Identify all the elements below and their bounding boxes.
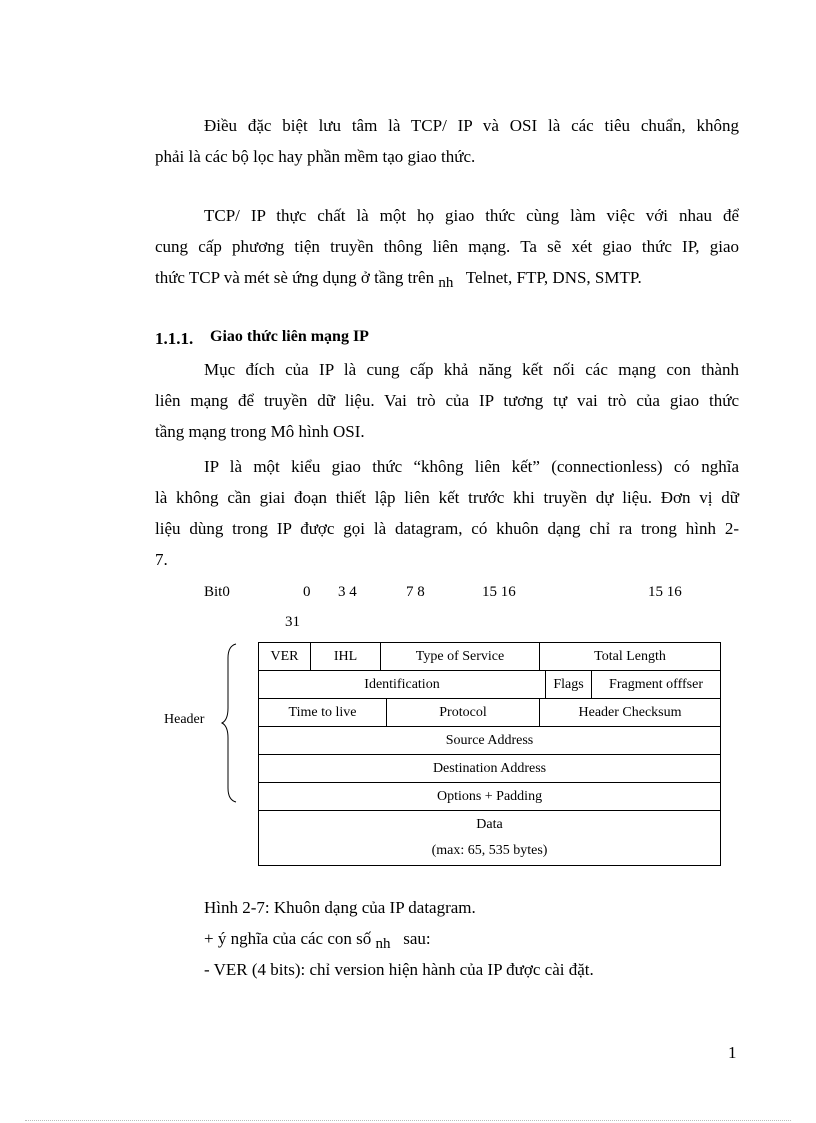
table-row: [259, 783, 721, 811]
bit-label: 15 16: [482, 584, 516, 600]
flags-cell: Flags: [546, 671, 592, 699]
brace-icon: [220, 642, 240, 804]
ip-datagram-table: [258, 642, 721, 866]
text-line: liên mạng để truyền dữ liệu. Vai trò của IP tương tự vai trò của giao thức: [155, 391, 739, 410]
protocol-cell: Protocol: [387, 699, 540, 727]
table-row: [259, 755, 721, 783]
text-line: Mục đích của IP là cung cấp khả năng kết nối các mạng con thành: [204, 360, 739, 379]
table-row: [259, 671, 721, 699]
bit-label: 15 16: [648, 584, 682, 600]
text-line: TCP/ IP thực chất là một họ giao thức cùng làm việc với nhau để: [204, 206, 739, 225]
text-line: Điều đặc biệt lưu tâm là TCP/ IP và OSI là các tiêu chuẩn, không: [204, 116, 739, 135]
section-number: 1.1.1.: [155, 329, 194, 348]
meaning-line: [204, 929, 431, 952]
paragraph-1: [155, 110, 739, 172]
bit-label: 7 8: [406, 584, 425, 600]
data-label: Data: [476, 817, 503, 832]
figure-caption: Hình 2-7: Khuôn dạng của IP datagram.: [204, 898, 476, 917]
paragraph-3: [155, 354, 739, 447]
section-title: Giao thức liên mạng IP: [210, 328, 369, 345]
bit-label: 3 4: [338, 584, 357, 600]
page-number: 1: [728, 1043, 737, 1062]
paragraph-4: [155, 451, 739, 575]
subscript-text: nh: [438, 275, 454, 291]
text-line: cung cấp phương tiện truyền thông liên mạng. Ta sẽ xét giao thức IP, giao: [155, 237, 739, 256]
total-length-cell: Total Length: [540, 643, 721, 671]
text-line: tầng mạng trong Mô hình OSI.: [155, 422, 365, 441]
subscript-text: nh: [375, 936, 391, 952]
bit-label: 0: [303, 584, 311, 600]
ttl-cell: Time to live: [259, 699, 387, 727]
page-bottom-divider: [25, 1120, 791, 1121]
paragraph-2: [155, 200, 739, 295]
text-line: IP là một kiểu giao thức “không liên kết” (connectionless) có nghĩa: [204, 457, 739, 476]
data-max-label: (max: 65, 535 bytes): [431, 843, 548, 858]
identification-cell: Identification: [259, 671, 546, 699]
ver-cell: VER: [259, 643, 311, 671]
text-line: phải là các bộ lọc hay phần mềm tạo giao thức.: [155, 147, 476, 166]
text-segment: sau:: [403, 929, 431, 948]
table-row: [259, 699, 721, 727]
header-label: Header: [164, 712, 205, 727]
ver-description: - VER (4 bits): chỉ version hiện hành của IP được cài đặt.: [204, 960, 594, 979]
fragment-offset-cell: Fragment offfser: [592, 671, 721, 699]
text-line: [155, 262, 739, 295]
text-line: liệu dùng trong IP được gọi là datagram, có khuôn dạng chỉ ra trong hình 2-: [155, 519, 739, 538]
table-row: [259, 811, 721, 866]
text-segment: Telnet, FTP, DNS, SMTP.: [465, 268, 642, 287]
text-segment: + ý nghĩa của các con số: [204, 929, 372, 948]
table-row: [259, 727, 721, 755]
text-line: 7.: [155, 550, 168, 569]
source-address-cell: Source Address: [259, 727, 721, 755]
text-line: là không cần giai đoạn thiết lập liên kết trước khi truyền dự liệu. Đơn vị dữ: [155, 488, 739, 507]
destination-address-cell: Destination Address: [259, 755, 721, 783]
header-checksum-cell: Header Checksum: [540, 699, 721, 727]
table-row: [259, 643, 721, 671]
bit-label: 31: [285, 614, 300, 630]
ihl-cell: IHL: [311, 643, 381, 671]
section-heading: [155, 326, 369, 346]
data-cell: [259, 811, 721, 866]
text-segment: thức TCP và mét sè ứng dụng ở tầng trên: [155, 268, 435, 287]
options-padding-cell: Options + Padding: [259, 783, 721, 811]
tos-cell: Type of Service: [381, 643, 540, 671]
bit-label: Bit0: [204, 584, 230, 600]
